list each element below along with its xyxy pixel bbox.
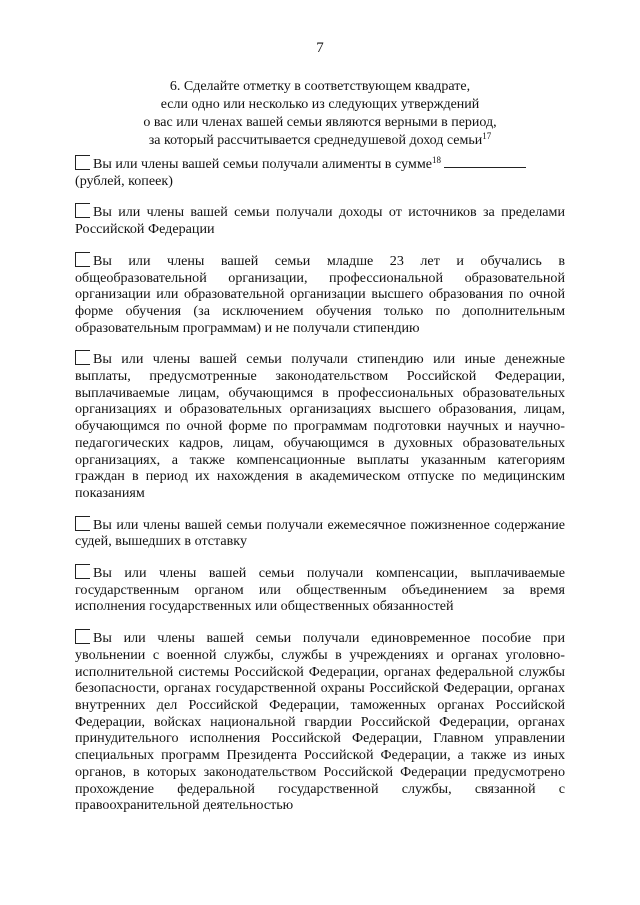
heading-line: если одно или несколько из следующих утверждений: [160, 97, 480, 112]
statement-text: Вы или члены вашей семьи младше 23 лет и обучались в общеобразовательной организации, профессиональной образовательной организации или образовательной организации высшего образования по очной форме обучения (за исключением обучения только по дополнительным образовательным программам) и не получали стипендию: [75, 252, 565, 336]
statement-text: Вы или члены вашей семьи получали стипендию или иные денежные выплаты, предусмотренные законодательством Российской Федерации, выплачиваемые лицам, обучающимся в профессиональных образовательных организациях и образовательных организациях высшего образования, лицам, обучающимся по очной форме по программам подготовки научных и научно-педагогических кадров, лицам, обучающимся в духовных образовательных организациях, а также компенсационные выплаты указанным категориям граждан в период их нахождения в академическом отпуске по медицинским показаниям: [75, 351, 565, 501]
checkbox-alimony[interactable]: [75, 155, 90, 170]
statement-suffix: (рублей, копеек): [75, 172, 173, 189]
statement-compensation: [75, 564, 565, 615]
section-heading: [120, 78, 520, 150]
footnote-ref: 18: [432, 155, 442, 165]
heading-line: 6. Сделайте отметку в соответствующем квадрате,: [169, 79, 471, 94]
statement-text: Вы или члены вашей семьи получали доходы от источников за пределами Российской Федерации: [75, 204, 565, 238]
heading-line-text: за который рассчитывается среднедушевой доход семьи: [148, 133, 483, 148]
statement-retired-judges: [75, 516, 565, 550]
statement-dismissal-allowance: [75, 629, 565, 814]
checkbox-dismissal-allowance[interactable]: [75, 629, 90, 644]
heading-line: о вас или членах вашей семьи являются верными в период,: [143, 115, 497, 130]
statement-text: Вы или члены вашей семьи получали единовременное пособие при увольнении с военной службы, службы в учреждениях и органах уголовно-исполнительной системы Российской Федерации, органах федеральной службы безопасности, органах государственной охраны Российской Федерации, органах внутренних дел Российской Федерации, таможенных органах Российской Федерации, войсках национальной гвардии Российской Федерации, органах принудительного исполнения Российской Федерации, Главном управлении специальных программ Президента Российской Федерации, а также из иных органов, в которых законодательством Российской Федерации предусмотрено прохождение федеральной государственной службы, связанной с правоохранительной деятельностью: [75, 630, 565, 814]
statement-text: Вы или члены вашей семьи получали ежемесячное пожизненное содержание судей, вышедших в отставку: [75, 516, 565, 550]
statement-stipend: [75, 350, 565, 501]
checkbox-foreign-income[interactable]: [75, 203, 90, 218]
checkbox-retired-judges[interactable]: [75, 516, 90, 531]
checkbox-student-no-stipend[interactable]: [75, 252, 90, 267]
statement-student-no-stipend: [75, 252, 565, 337]
statement-first-line: [75, 156, 526, 172]
statement-list: [75, 155, 565, 814]
alimony-amount-field[interactable]: [444, 155, 526, 168]
statement-text: Вы или члены вашей семьи получали компенсации, выплачиваемые государственным органом или общественным объединением за время исполнения государственных или общественных обязанностей: [75, 565, 565, 615]
checkbox-compensation[interactable]: [75, 564, 90, 579]
heading-line-last: [120, 132, 520, 150]
page-number: 7: [316, 40, 324, 56]
statement-foreign-income: [75, 203, 565, 237]
statement-text: Вы или члены вашей семьи получали алименты в сумме: [93, 156, 433, 172]
statement-alimony: [75, 155, 565, 189]
heading-footnote-ref: 17: [482, 131, 492, 141]
checkbox-stipend[interactable]: [75, 350, 90, 365]
